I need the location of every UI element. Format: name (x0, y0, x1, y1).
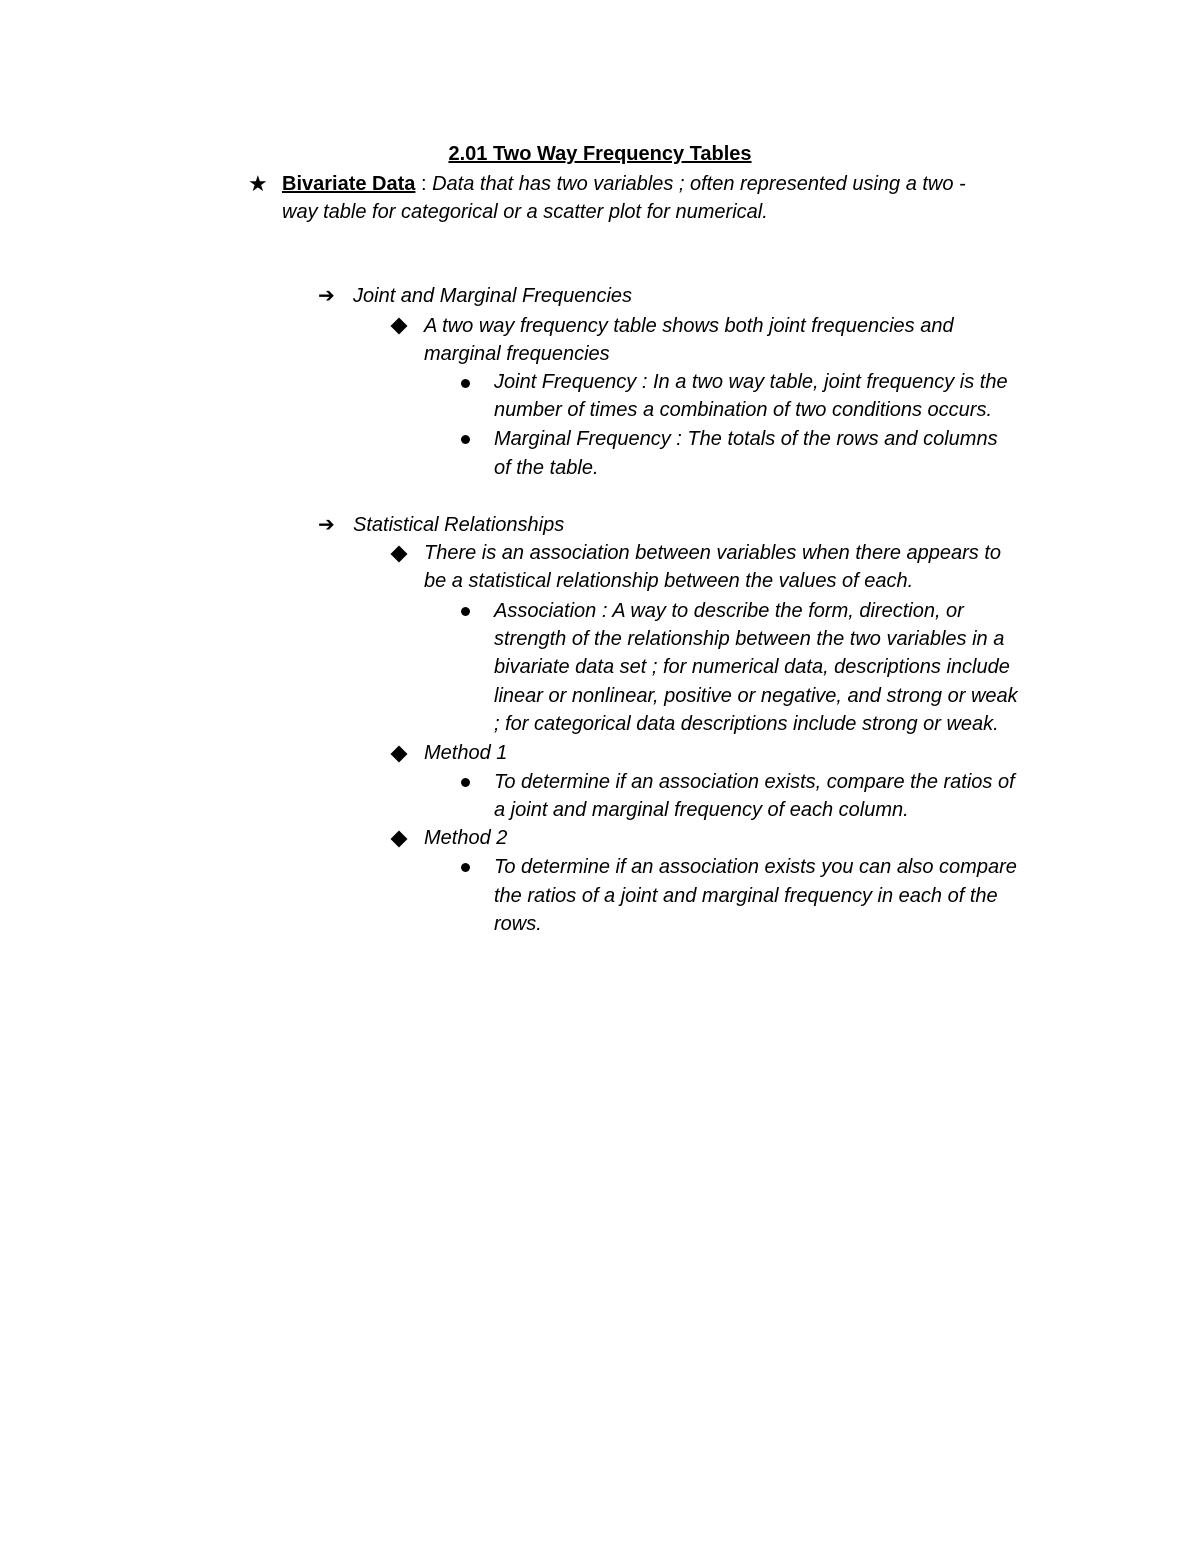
method2-line-1: To determine if an association exists you can also compare (494, 856, 1017, 878)
section2-heading: Statistical Relationships (353, 514, 565, 536)
method2-line-3: rows. (494, 913, 542, 935)
association-line-3: bivariate data set ; for numerical data, descriptions include (494, 656, 1010, 678)
page-title: 2.01 Two Way Frequency Tables (448, 143, 752, 165)
marginal-frequency-line-1: Marginal Frequency : The totals of the rows and columns (494, 428, 998, 450)
dot-bullet-icon (461, 435, 470, 444)
association-line-1: Association : A way to describe the form, direction, or (494, 600, 964, 622)
dot-bullet-icon (461, 863, 470, 872)
association-line-4: linear or nonlinear, positive or negative, and strong or weak (494, 685, 1018, 707)
diamond-bullet-icon (391, 318, 408, 335)
arrow-bullet-icon: ➔ (318, 285, 335, 307)
star-bullet-icon: ★ (248, 171, 268, 196)
marginal-frequency-line-2: of the table. (494, 457, 599, 479)
joint-frequency-line-2: number of times a combination of two conditions occurs. (494, 399, 993, 421)
bivariate-definition-1: Data that has two variables ; often represented using a two - (432, 173, 966, 195)
method2-label: Method 2 (424, 827, 508, 849)
section2-sub-line-1: There is an association between variables when there appears to (424, 542, 1002, 564)
section1-sub-line-2: marginal frequencies (424, 343, 610, 365)
diamond-bullet-icon (391, 831, 408, 848)
joint-frequency-line-1: Joint Frequency : In a two way table, joint frequency is the (494, 371, 1008, 393)
bivariate-definition-2: way table for categorical or a scatter plot for numerical. (282, 201, 768, 223)
diamond-bullet-icon (391, 546, 408, 563)
section1-heading: Joint and Marginal Frequencies (353, 285, 633, 307)
dot-bullet-icon (461, 379, 470, 388)
method1-line-2: a joint and marginal frequency of each column. (494, 799, 909, 821)
bivariate-line-1 (282, 170, 966, 198)
dot-bullet-icon (461, 607, 470, 616)
dot-bullet-icon (461, 778, 470, 787)
association-line-5: ; for categorical data descriptions include strong or weak. (494, 713, 999, 735)
method1-line-1: To determine if an association exists, compare the ratios of (494, 771, 1015, 793)
method1-label: Method 1 (424, 742, 508, 764)
association-line-2: strength of the relationship between the two variables in a (494, 628, 1005, 650)
bivariate-term: Bivariate Data (282, 173, 416, 195)
method2-line-2: the ratios of a joint and marginal frequency in each of the (494, 885, 998, 907)
diamond-bullet-icon (391, 746, 408, 763)
section2-sub-line-2: be a statistical relationship between the values of each. (424, 570, 914, 592)
bivariate-separator: : (415, 173, 433, 195)
section1-sub-line-1: A two way frequency table shows both joint frequencies and (424, 315, 954, 337)
arrow-bullet-icon: ➔ (318, 514, 335, 536)
